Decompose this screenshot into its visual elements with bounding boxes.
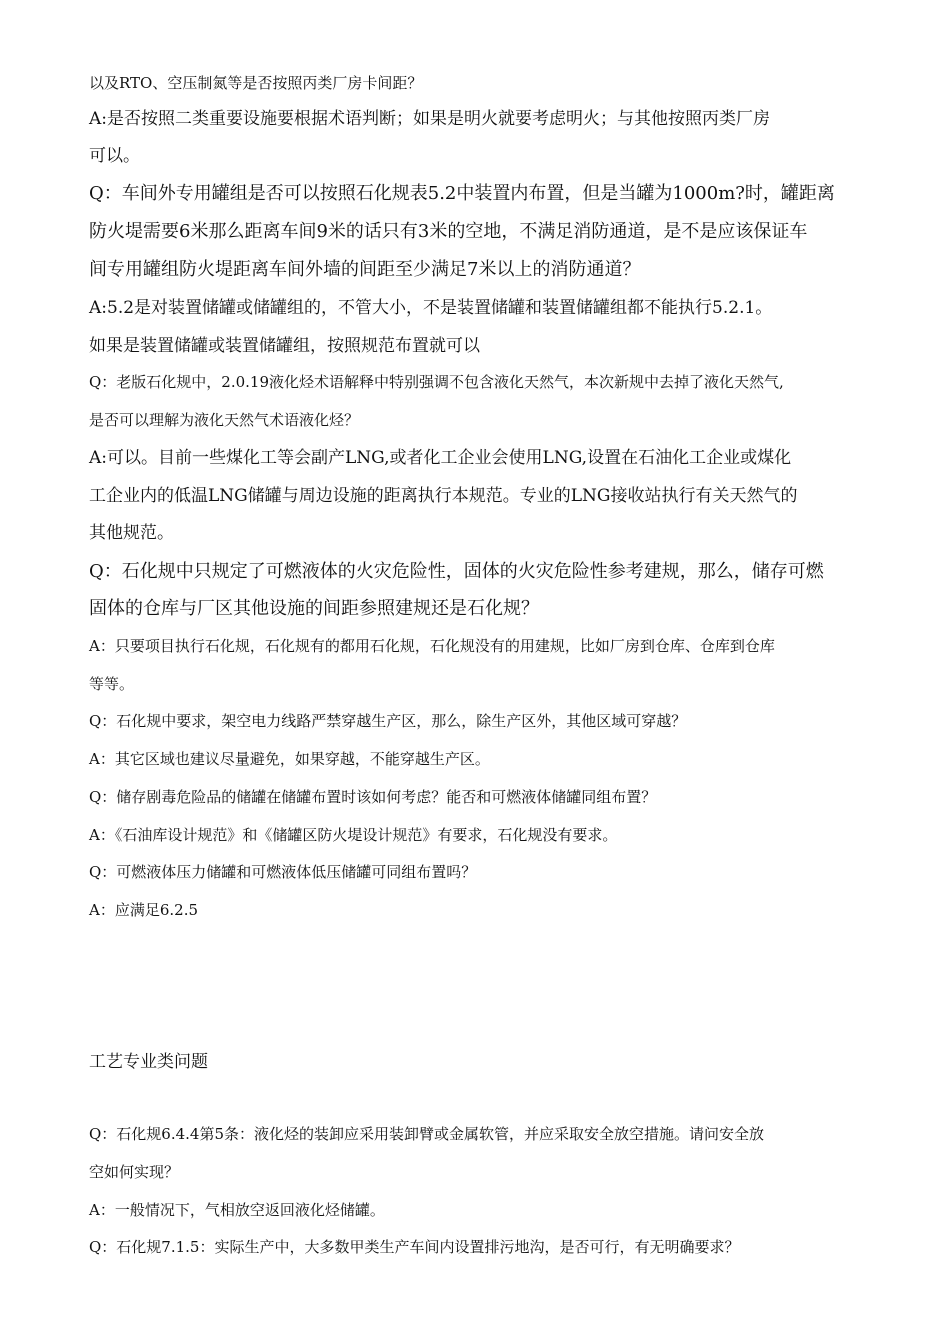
text-line: 防火堤需要6米那么距离车间9米的话只有3米的空地，不满足消防通道，是不是应该保证车 <box>89 221 808 242</box>
text-line: 固体的仓库与厂区其他设施的间距参照建规还是石化规？ <box>89 598 539 619</box>
text-line: 如果是装置储罐或装置储罐组，按照规范布置就可以 <box>89 336 480 356</box>
text-line: Q：老版石化规中，2.0.19液化烃术语解释中特别强调不包含液化天然气，本次新规中去掉了液化天然气, <box>89 373 784 391</box>
text-line: A：《石油库设计规范》和《储罐区防火堤设计规范》有要求，石化规没有要求。 <box>89 826 618 844</box>
text-line: 等等。 <box>89 675 135 693</box>
section-heading: 工艺专业类问题 <box>89 1052 208 1072</box>
text-line: 以及RTO、空压制氮等是否按照丙类厂房卡间距？ <box>89 74 423 92</box>
text-line: A：其它区域也建议尽量避免，如果穿越，不能穿越生产区。 <box>89 750 490 768</box>
text-line: Q：石化规7.1.5：实际生产中，大多数甲类生产车间内设置排污地沟，是否可行，有无明确要求？ <box>89 1238 740 1256</box>
text-line: Q：可燃液体压力储罐和可燃液体低压储罐可同组布置吗？ <box>89 863 477 881</box>
text-line: Q：石化规中只规定了可燃液体的火灾危险性，固体的火灾危险性参考建规，那么，储存可燃 <box>89 561 824 582</box>
text-line: 其他规范。 <box>89 523 174 543</box>
text-line: 可以。 <box>89 146 140 166</box>
text-line: A:是否按照二类重要设施要根据术语判断；如果是明火就要考虑明火；与其他按照丙类厂房 <box>89 109 771 129</box>
text-line: A：一般情况下，气相放空返回液化烃储罐。 <box>89 1201 385 1219</box>
text-line: 工企业内的低温LNG储罐与周边设施的距离执行本规范。专业的LNG接收站执行有关天然气的 <box>89 486 798 506</box>
text-line: 空如何实现？ <box>89 1163 180 1181</box>
text-line: 是否可以理解为液化天然气术语液化烃？ <box>89 411 360 429</box>
text-line: Q：车间外专用罐组是否可以按照石化规表5.2中装置内布置，但是当罐为1000m?时，罐距离 <box>89 183 835 204</box>
text-line: Q：石化规中要求，架空电力线路严禁穿越生产区，那么，除生产区外，其他区域可穿越？ <box>89 712 687 730</box>
text-line: Q：储存剧毒危险品的储罐在储罐布置时该如何考虑？能否和可燃液体储罐同组布置？ <box>89 788 657 806</box>
text-line: A：只要项目执行石化规，石化规有的都用石化规，石化规没有的用建规，比如厂房到仓库、仓库到仓库 <box>89 637 775 655</box>
text-line: A:5.2是对装置储罐或储罐组的，不管大小，不是装置储罐和装置储罐组都不能执行5.2.1。 <box>89 298 773 318</box>
text-line: 间专用罐组防火堤距离车间外墙的间距至少满足7米以上的消防通道？ <box>89 259 641 280</box>
text-line: Q：石化规6.4.4第5条：液化烃的装卸应采用装卸臂或金属软管，并应采取安全放空措施。请问安全放 <box>89 1125 765 1143</box>
text-line: A：应满足6.2.5 <box>89 901 198 919</box>
text-line: A:可以。目前一些煤化工等会副产LNG,或者化工企业会使用LNG,设置在石油化工企业或煤化 <box>89 448 792 468</box>
